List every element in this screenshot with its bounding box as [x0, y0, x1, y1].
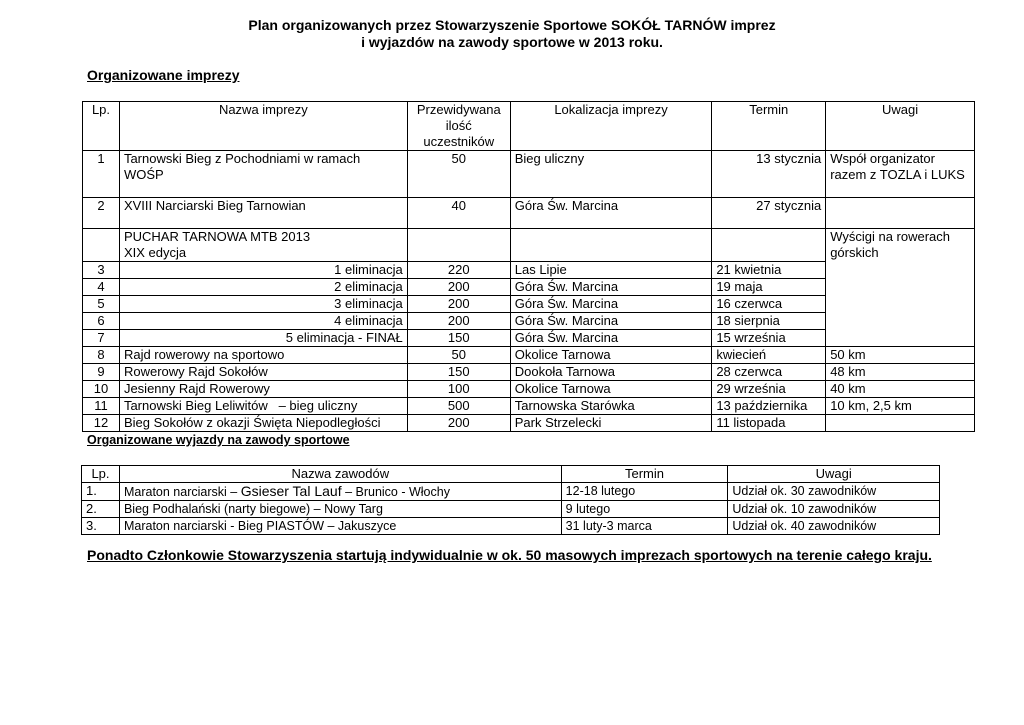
cell-lokalizacja: Las Lipie: [510, 262, 712, 279]
table-row-puchar-header: [83, 229, 975, 262]
cell-uwagi: Udział ok. 40 zawodników: [728, 518, 940, 535]
cell-lokalizacja: Park Strzelecki: [510, 415, 712, 432]
cell-lp: 1.: [82, 483, 120, 501]
cell-lp: 3.: [82, 518, 120, 535]
title-line-1: Plan organizowanych przez Stowarzyszenie Sportowe SOKÓŁ TARNÓW imprez: [248, 17, 776, 33]
cell-ilosc: 100: [407, 381, 510, 398]
cell-uwagi: 10 km, 2,5 km: [826, 398, 975, 415]
section-heading-wyjazdy: Organizowane wyjazdy na zawody sportowe: [87, 433, 350, 447]
title-line-2: i wyjazdów na zawody sportowe w 2013 roku.: [361, 34, 663, 50]
table-header-row: [82, 466, 940, 483]
nazwa-part-c: – Brunico - Włochy: [341, 485, 450, 499]
cell-uwagi: 40 km: [826, 381, 975, 398]
cell-termin: 19 maja: [712, 279, 826, 296]
table-row: [82, 483, 940, 501]
cell-nazwa: 2 eliminacja: [119, 279, 407, 296]
cell-lp: 2.: [82, 501, 120, 518]
document-title: [0, 17, 1024, 51]
cell-lokalizacja: Okolice Tarnowa: [510, 347, 712, 364]
puchar-line-2: XIX edycja: [123, 245, 187, 260]
cell-ilosc: 200: [407, 279, 510, 296]
cell-lp: 3: [83, 262, 120, 279]
header-termin: Termin: [561, 466, 728, 483]
table-row: [83, 381, 975, 398]
header-lp: Lp.: [82, 466, 120, 483]
cell-lp: 12: [83, 415, 120, 432]
cell-nazwa: Maraton narciarski - Bieg PIASTÓW – Jakuszyce: [119, 518, 561, 535]
table-row: [83, 198, 975, 229]
table-row: [83, 415, 975, 432]
cell-nazwa: Tarnowski Bieg Leliwitów – bieg uliczny: [119, 398, 407, 415]
cell-termin: 29 września: [712, 381, 826, 398]
header-lp: Lp.: [83, 102, 120, 151]
cell-uwagi: 48 km: [826, 364, 975, 381]
cell-lp: 11: [83, 398, 120, 415]
puchar-line-1: PUCHAR TARNOWA MTB 2013: [123, 229, 311, 244]
header-uwagi: Uwagi: [728, 466, 940, 483]
cell-ilosc: 150: [407, 364, 510, 381]
cell-termin: 11 listopada: [712, 415, 826, 432]
cell-termin: 9 lutego: [561, 501, 728, 518]
cell-nazwa: 5 eliminacja - FINAŁ: [119, 330, 407, 347]
cell-uwagi: 50 km: [826, 347, 975, 364]
cell-lokalizacja: Góra Św. Marcina: [510, 296, 712, 313]
header-nazwa: Nazwa zawodów: [119, 466, 561, 483]
cell-termin: 31 luty-3 marca: [561, 518, 728, 535]
nazwa-part-a: Maraton narciarski –: [123, 485, 241, 499]
cell-uwagi: [826, 415, 975, 432]
cell-termin: 27 stycznia: [712, 198, 826, 229]
cell-ilosc: 200: [407, 296, 510, 313]
cell-termin: 16 czerwca: [712, 296, 826, 313]
table-header-row: [83, 102, 975, 151]
table-row: [83, 398, 975, 415]
closing-note: Ponadto Członkowie Stowarzyszenia startują indywidualnie w ok. 50 masowych imprezach sportowych na terenie całego kraju.: [87, 547, 932, 563]
cell-lp: 1: [83, 151, 120, 198]
cell-termin: 13 stycznia: [712, 151, 826, 198]
table-row: [82, 501, 940, 518]
cell-nazwa: Bieg Podhalański (narty biegowe) – Nowy Targ: [119, 501, 561, 518]
cell-lokalizacja: Dookoła Tarnowa: [510, 364, 712, 381]
cell-termin: 28 czerwca: [712, 364, 826, 381]
cell-nazwa: Rajd rowerowy na sportowo: [119, 347, 407, 364]
cell-lokalizacja: [510, 229, 712, 262]
header-termin: Termin: [712, 102, 826, 151]
cell-termin: 18 sierpnia: [712, 313, 826, 330]
table-row: [83, 347, 975, 364]
cell-lp: 10: [83, 381, 120, 398]
header-lokalizacja: Lokalizacja imprezy: [510, 102, 712, 151]
cell-ilosc: 500: [407, 398, 510, 415]
cell-ilosc: 150: [407, 330, 510, 347]
cell-termin: 15 września: [712, 330, 826, 347]
table-row: [83, 364, 975, 381]
cell-ilosc: 40: [407, 198, 510, 229]
cell-termin: kwiecień: [712, 347, 826, 364]
cell-nazwa: 3 eliminacja: [119, 296, 407, 313]
events-table: [82, 101, 975, 432]
table-row: [82, 518, 940, 535]
header-uwagi: Uwagi: [826, 102, 975, 151]
header-ilosc: Przewidywana ilość uczestników: [407, 102, 510, 151]
cell-nazwa: Tarnowski Bieg z Pochodniami w ramach WOŚP: [119, 151, 407, 198]
cell-ilosc: 200: [407, 415, 510, 432]
cell-lokalizacja: Góra Św. Marcina: [510, 330, 712, 347]
table-row: [83, 151, 975, 198]
cell-ilosc: [407, 229, 510, 262]
header-nazwa: Nazwa imprezy: [119, 102, 407, 151]
cell-lp: 8: [83, 347, 120, 364]
cell-termin: 12-18 lutego: [561, 483, 728, 501]
cell-nazwa: [119, 483, 561, 501]
cell-termin: 21 kwietnia: [712, 262, 826, 279]
cell-nazwa: 1 eliminacja: [119, 262, 407, 279]
cell-uwagi: Współ organizator razem z TOZLA i LUKS: [826, 151, 975, 198]
cell-puchar-title: [119, 229, 407, 262]
cell-ilosc: 50: [407, 347, 510, 364]
cell-lokalizacja: Góra Św. Marcina: [510, 279, 712, 296]
cell-lokalizacja: Góra Św. Marcina: [510, 198, 712, 229]
cell-lokalizacja: Bieg uliczny: [510, 151, 712, 198]
cell-uwagi: Udział ok. 30 zawodników: [728, 483, 940, 501]
section-heading-imprezy: Organizowane imprezy: [87, 67, 240, 83]
cell-termin: [712, 229, 826, 262]
cell-ilosc: 220: [407, 262, 510, 279]
cell-ilosc: 200: [407, 313, 510, 330]
cell-lp: [83, 229, 120, 262]
cell-lokalizacja: Góra Św. Marcina: [510, 313, 712, 330]
cell-uwagi: [826, 198, 975, 229]
cell-nazwa: Bieg Sokołów z okazji Święta Niepodległości: [119, 415, 407, 432]
cell-lp: 6: [83, 313, 120, 330]
cell-nazwa: 4 eliminacja: [119, 313, 407, 330]
cell-lokalizacja: Okolice Tarnowa: [510, 381, 712, 398]
cell-lp: 5: [83, 296, 120, 313]
trips-table: [81, 465, 940, 535]
cell-lp: 4: [83, 279, 120, 296]
cell-lp: 9: [83, 364, 120, 381]
cell-uwagi-puchar: Wyścigi na rowerach górskich: [826, 229, 975, 347]
cell-nazwa: Rowerowy Rajd Sokołów: [119, 364, 407, 381]
cell-termin: 13 października: [712, 398, 826, 415]
cell-lp: 7: [83, 330, 120, 347]
cell-lp: 2: [83, 198, 120, 229]
cell-nazwa: Jesienny Rajd Rowerowy: [119, 381, 407, 398]
nazwa-part-b: Gsieser Tal Lauf: [240, 483, 342, 499]
cell-uwagi: Udział ok. 10 zawodników: [728, 501, 940, 518]
cell-nazwa: XVIII Narciarski Bieg Tarnowian: [119, 198, 407, 229]
cell-lokalizacja: Tarnowska Starówka: [510, 398, 712, 415]
cell-ilosc: 50: [407, 151, 510, 198]
